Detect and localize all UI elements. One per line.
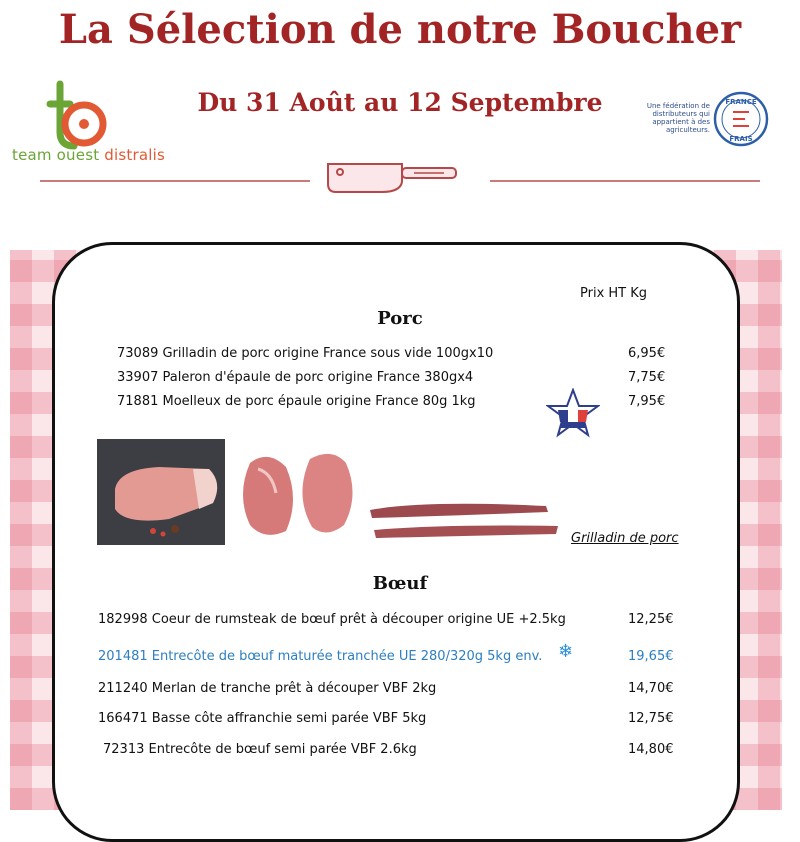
porc-row-2-label: 33907 Paleron d'épaule de porc origine France 380gx4: [117, 370, 474, 385]
pork-loin-photo: [97, 439, 225, 545]
section-title-porc: Porc: [377, 308, 423, 329]
le-porc-francais-star-icon: [546, 388, 600, 438]
logo-wordmark: [12, 146, 165, 164]
date-range-subtitle: Du 31 Août au 12 Septembre: [197, 88, 603, 117]
divider-right: [490, 180, 760, 182]
snowflake-icon: ❄: [558, 641, 574, 662]
porc-row-2-price: 7,75€: [628, 370, 666, 385]
boeuf-row-5-price: 14,80€: [628, 742, 674, 757]
page-title: La Sélection de notre Boucher: [58, 6, 742, 53]
porc-row-1-label: 73089 Grilladin de porc origine France sous vide 100gx10: [117, 346, 494, 361]
grilladin-caption: Grilladin de porc: [571, 531, 679, 546]
grilladin-photo: [364, 490, 564, 546]
boeuf-row-4-label: 166471 Basse côte affranchie semi parée VBF 5kg: [98, 711, 427, 726]
boeuf-row-5-label: 72313 Entrecôte de bœuf semi parée VBF 2.6kg: [103, 742, 417, 757]
porc-row-3-label: 71881 Moelleux de porc épaule origine France 80g 1kg: [117, 394, 476, 409]
divider-left: [40, 180, 310, 182]
logo-word-team-ouest: team ouest: [12, 146, 105, 164]
pork-shoulder-photo: [228, 439, 362, 545]
boeuf-row-3-price: 14,70€: [628, 681, 674, 696]
boeuf-row-2-price: 19,65€: [628, 649, 674, 664]
boeuf-row-4-price: 12,75€: [628, 711, 674, 726]
boeuf-row-1-label: 182998 Coeur de rumsteak de bœuf prêt à découper origine UE +2.5kg: [98, 612, 566, 627]
section-title-boeuf: Bœuf: [372, 573, 428, 594]
logo-word-distralis: distralis: [104, 146, 165, 164]
svg-text:FRAIS: FRAIS: [729, 135, 753, 143]
boeuf-row-3-label: 211240 Merlan de tranche prêt à découper VBF 2kg: [98, 681, 437, 696]
france-frais-caption: Une fédération de distributeurs qui appartient à des agriculteurs.: [646, 102, 710, 134]
price-column-header: Prix HT Kg: [580, 286, 648, 301]
butcher-knife-icon: [322, 158, 462, 198]
porc-row-1-price: 6,95€: [628, 346, 666, 361]
france-frais-logo: [712, 90, 770, 148]
svg-text:FRANCE: FRANCE: [725, 98, 757, 106]
boeuf-row-2-label: 201481 Entrecôte de bœuf maturée tranchée UE 280/320g 5kg env.: [98, 649, 543, 664]
porc-row-3-price: 7,95€: [628, 394, 666, 409]
boeuf-row-1-price: 12,25€: [628, 612, 674, 627]
